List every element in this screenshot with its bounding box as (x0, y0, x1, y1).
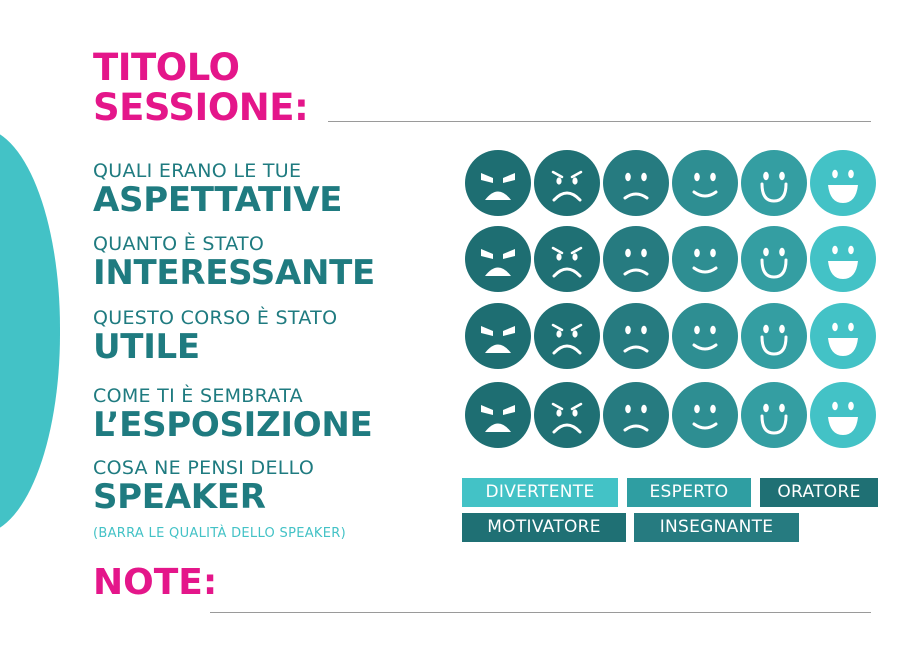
very-happy-face-icon[interactable] (810, 150, 876, 216)
question-keyword: SPEAKER (93, 477, 266, 517)
smile-face-icon[interactable] (741, 226, 807, 292)
tag-motivatore[interactable] (462, 513, 626, 542)
slightly-sad-face-icon[interactable] (603, 382, 669, 448)
side-decoration (0, 128, 60, 534)
question-keyword: ASPETTATIVE (93, 180, 343, 220)
neutral-smile-face-icon[interactable] (672, 303, 738, 369)
smile-face-icon[interactable] (741, 303, 807, 369)
sad-face-icon[interactable] (534, 303, 600, 369)
tag-divertente[interactable] (462, 478, 618, 507)
slightly-sad-face-icon[interactable] (603, 226, 669, 292)
title-line-1: TITOLO (93, 46, 240, 89)
sad-face-icon[interactable] (534, 382, 600, 448)
tag-label: MOTIVATORE (487, 517, 601, 537)
question-prefix: QUALI ERANO LE TUE (93, 160, 302, 182)
rating-row-interessante (465, 226, 877, 292)
question-prefix: QUESTO CORSO È STATO (93, 307, 338, 329)
tag-esperto[interactable] (627, 478, 751, 507)
question-interessante (93, 233, 375, 291)
title-line-2: SESSIONE: (93, 86, 309, 129)
smile-face-icon[interactable] (741, 382, 807, 448)
rating-row-aspettative (465, 150, 877, 216)
question-keyword: UTILE (93, 327, 200, 367)
sad-face-icon[interactable] (534, 150, 600, 216)
very-sad-face-icon[interactable] (465, 303, 531, 369)
smile-face-icon[interactable] (741, 150, 807, 216)
question-utile (93, 307, 337, 365)
tag-label: DIVERTENTE (485, 482, 595, 502)
very-sad-face-icon[interactable] (465, 226, 531, 292)
slightly-sad-face-icon[interactable] (603, 303, 669, 369)
tag-label: INSEGNANTE (659, 517, 774, 537)
neutral-smile-face-icon[interactable] (672, 150, 738, 216)
question-prefix: QUANTO È STATO (93, 233, 265, 255)
very-happy-face-icon[interactable] (810, 382, 876, 448)
speaker-instruction: (BARRA LE QUALITÀ DELLO SPEAKER) (93, 526, 346, 541)
very-happy-face-icon[interactable] (810, 303, 876, 369)
note-label: NOTE: (93, 562, 218, 603)
tag-label: ESPERTO (649, 482, 729, 502)
session-title-write-line[interactable] (328, 121, 871, 122)
question-prefix: COSA NE PENSI DELLO (93, 457, 315, 479)
session-title-label (93, 48, 308, 128)
slightly-sad-face-icon[interactable] (603, 150, 669, 216)
rating-row-esposizione (465, 382, 877, 448)
sad-face-icon[interactable] (534, 226, 600, 292)
neutral-smile-face-icon[interactable] (672, 226, 738, 292)
very-sad-face-icon[interactable] (465, 382, 531, 448)
question-keyword: L’ESPOSIZIONE (93, 405, 373, 445)
note-write-line[interactable] (210, 612, 871, 613)
rating-row-utile (465, 303, 877, 369)
question-esposizione (93, 385, 372, 443)
neutral-smile-face-icon[interactable] (672, 382, 738, 448)
very-sad-face-icon[interactable] (465, 150, 531, 216)
question-keyword: INTERESSANTE (93, 253, 375, 293)
tag-insegnante[interactable] (634, 513, 799, 542)
question-speaker (93, 457, 314, 515)
question-prefix: COME TI È SEMBRATA (93, 385, 303, 407)
question-aspettative (93, 160, 342, 218)
very-happy-face-icon[interactable] (810, 226, 876, 292)
tag-oratore[interactable] (760, 478, 878, 507)
tag-label: ORATORE (777, 482, 861, 502)
